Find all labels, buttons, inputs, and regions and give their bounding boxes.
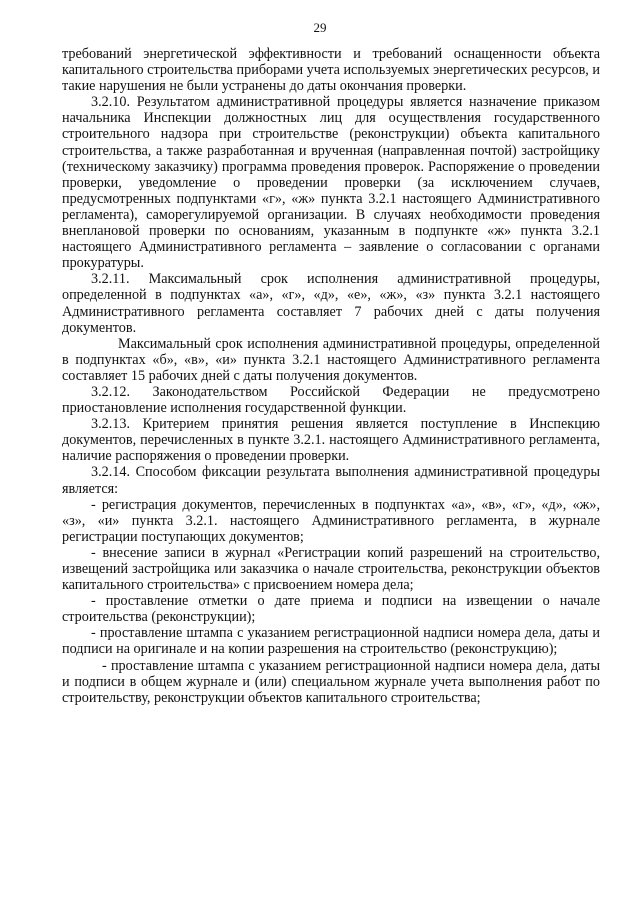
list-item-registration: - регистрация документов, перечисленных в подпунктах «а», «в», «г», «д», «ж», «з», «и» пункта 3.2.1. настоящего Административного регламента, в журнале регистрации поступающих документов; <box>62 496 600 545</box>
list-item-journal-entry: - внесение записи в журнал «Регистрации копий разрешений на строительство, извещений застройщика или заказчика о начале строительства, реконструкции объектов капитального строительства» с присвоением номера дела; <box>62 544 600 594</box>
paragraph-3-2-11: 3.2.11. Максимальный срок исполнения административной процедуры, определенной в подпунктах «а», «г», «д», «е», «ж», «з» пункта 3.2.1 настоящего Административного регламента составляет 7 рабочих дней с даты получения документов. <box>62 271 600 336</box>
document-body <box>62 46 600 706</box>
paragraph-3-2-12: 3.2.12. Законодательством Российской Федерации не предусмотрено приостановление исполнения государственной функции. <box>62 383 600 417</box>
list-item-acceptance-mark: - проставление отметки о дате приема и подписи на извещении о начале строительства (реконструкции); <box>62 593 600 626</box>
paragraph-max-term-15-days: Максимальный срок исполнения административной процедуры, определенной в подпунктах «б», «в», «и» пункта 3.2.1 настоящего Административного регламента составляет 15 рабочих дней с даты получения документов. <box>62 335 600 384</box>
list-item-stamp-journal: - проставление штампа с указанием регистрационной надписи номера дела, даты и подписи в общем журнале и (или) специальном журнале учета выполнения работ по строительству, реконструкции объектов капитального строительства; <box>62 657 600 706</box>
list-item-stamp-permit: - проставление штампа с указанием регистрационной надписи номера дела, даты и подписи на оригинале и на копии разрешения на строительство (реконструкцию); <box>62 625 600 658</box>
paragraph-3-2-13: 3.2.13. Критерием принятия решения является поступление в Инспекцию документов, перечисленных в пункте 3.2.1. настоящего Административного регламента, наличие распоряжения о проведении проверки. <box>62 416 600 465</box>
paragraph-continuation: требований энергетической эффективности и требований оснащенности объекта капитального строительства приборами учета используемых энергетических ресурсов, и такие нарушения не были устранены до даты окончания проверки. <box>62 46 600 95</box>
page-number: 29 <box>313 20 327 35</box>
paragraph-3-2-10: 3.2.10. Результатом административной процедуры является назначение приказом начальника Инспекции должностных лиц для осуществления государственного строительного надзора при строительстве (реконструкции) объекта капитального строительства, а также разработанная и врученная (направленная почтой) застройщику (техническому заказчику) программа проведения проверок. Распоряжение о проведении проверки, уведомление о проведении проверки (за исключением случаев, предусмотренных подпунктами «г», «ж» пункта 3.2.1 настоящего Административного регламента), саморегулируемой организации. В случаях необходимости проведения внеплановой проверки по основаниям, указанным в подпункте «ж» пункта 3.2.1 настоящего Административного регламента – заявление о согласовании с органами прокуратуры. <box>62 94 600 272</box>
paragraph-3-2-14: 3.2.14. Способом фиксации результата выполнения административной процедуры является: <box>62 464 600 497</box>
